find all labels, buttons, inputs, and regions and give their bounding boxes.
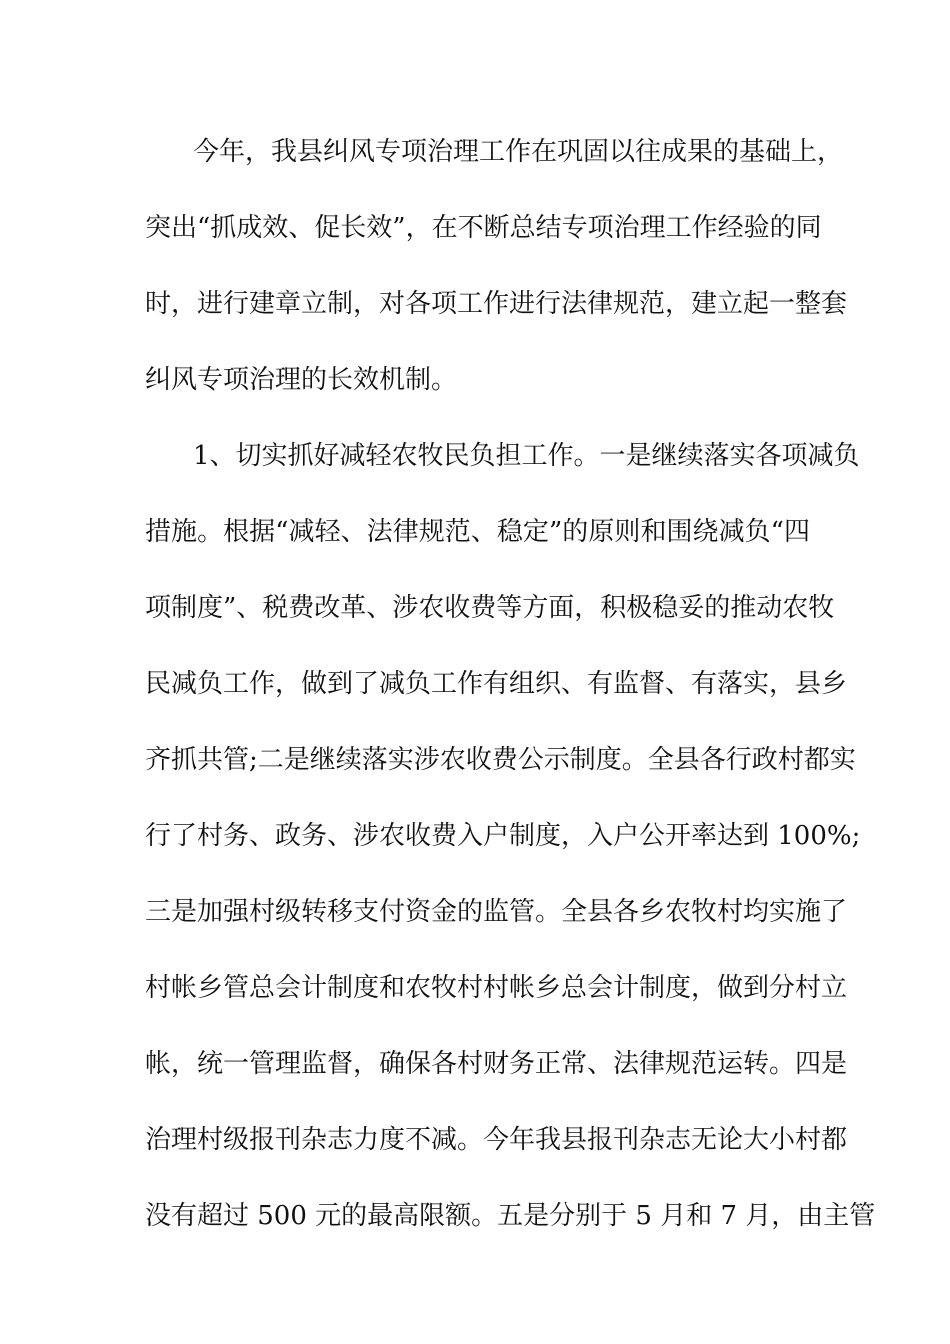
paragraph-2-line-9: 帐，统一管理监督，确保各村财务正常、法律规范运转。四是 bbox=[145, 1049, 848, 1079]
paragraph-2-line-4: 民减负工作，做到了减负工作有组织、有监督、有落实，县乡 bbox=[145, 669, 848, 699]
paragraph-2-line-5: 齐抓共管;二是继续落实涉农收费公示制度。全县各行政村都实 bbox=[145, 745, 856, 775]
paragraph-1-line-2: 突出“抓成效、促长效”，在不断总结专项治理工作经验的同 bbox=[145, 213, 822, 243]
paragraph-2-line-3: 项制度”、税费改革、涉农收费等方面，积极稳妥的推动农牧 bbox=[145, 593, 835, 623]
paragraph-2-line-11: 没有超过 500 元的最高限额。五是分别于 5 月和 7 月，由主管 bbox=[145, 1201, 876, 1231]
paragraph-2-line-6: 行了村务、政务、涉农收费入户制度，入户公开率达到 100%; bbox=[145, 821, 861, 851]
paragraph-2-line-2: 措施。根据“减轻、法律规范、稳定”的原则和围绕减负“四 bbox=[145, 517, 810, 547]
paragraph-1-line-4: 纠风专项治理的长效机制。 bbox=[145, 365, 458, 395]
paragraph-2-line-1: 1、切实抓好减轻农牧民负担工作。一是继续落实各项减负 bbox=[193, 441, 860, 471]
paragraph-1-line-3: 时，进行建章立制，对各项工作进行法律规范，建立起一整套 bbox=[145, 289, 848, 319]
paragraph-1-line-1: 今年，我县纠风专项治理工作在巩固以往成果的基础上， bbox=[193, 137, 844, 167]
paragraph-2-line-7: 三是加强村级转移支付资金的监管。全县各乡农牧村均实施了 bbox=[145, 897, 848, 927]
paragraph-2-line-10: 治理村级报刊杂志力度不减。今年我县报刊杂志无论大小村都 bbox=[145, 1125, 848, 1155]
paragraph-2-line-8: 村帐乡管总会计制度和农牧村村帐乡总会计制度，做到分村立 bbox=[145, 973, 848, 1003]
